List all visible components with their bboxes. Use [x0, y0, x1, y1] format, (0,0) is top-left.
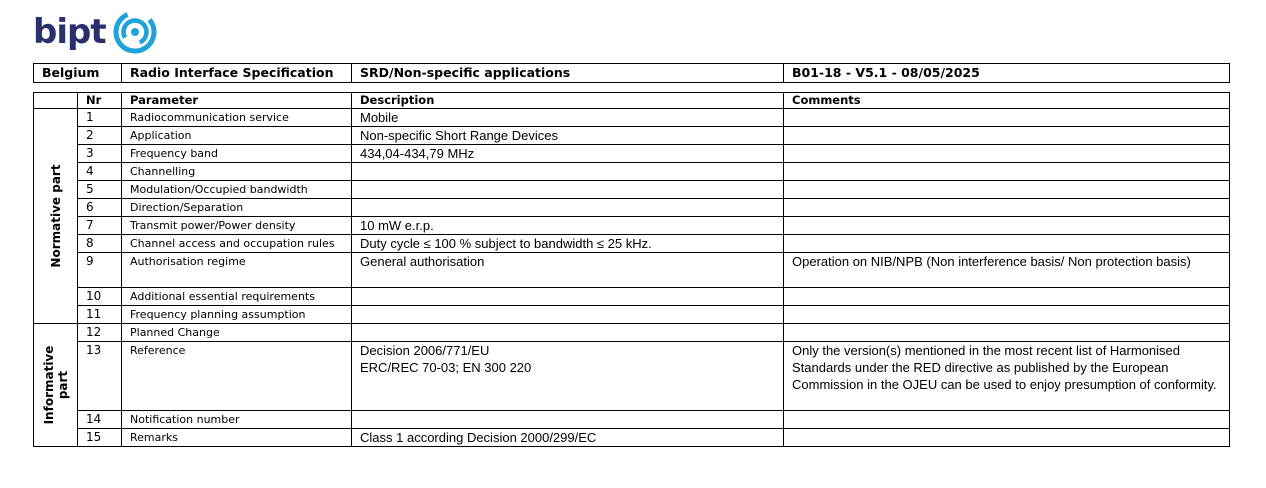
bipt-logo — [33, 8, 158, 56]
row-parameter: Channel access and occupation rules — [122, 235, 352, 253]
row-parameter: Frequency planning assumption — [122, 306, 352, 324]
table-row — [34, 163, 1230, 181]
row-comments — [784, 411, 1230, 429]
row-description — [352, 181, 784, 199]
row-nr: 3 — [78, 145, 122, 163]
row-description — [352, 163, 784, 181]
row-parameter: Radiocommunication service — [122, 109, 352, 127]
table-row — [34, 109, 1230, 127]
row-description: Class 1 according Decision 2000/299/EC — [352, 429, 784, 447]
table-row — [34, 429, 1230, 447]
informative-section-label — [34, 324, 78, 447]
corner-cell — [34, 93, 78, 109]
row-nr: 2 — [78, 127, 122, 145]
table-row — [34, 253, 1230, 288]
row-description — [352, 199, 784, 217]
row-description — [352, 411, 784, 429]
row-nr: 6 — [78, 199, 122, 217]
table-row — [34, 145, 1230, 163]
row-comments — [784, 109, 1230, 127]
row-nr: 7 — [78, 217, 122, 235]
header-spec: Radio Interface Specification — [122, 64, 352, 83]
table-row — [34, 127, 1230, 145]
row-description — [352, 324, 784, 342]
table-header-row — [34, 93, 1230, 109]
informative-label-text — [42, 346, 70, 425]
row-description — [352, 306, 784, 324]
row-comments — [784, 235, 1230, 253]
row-description: Non-specific Short Range Devices — [352, 127, 784, 145]
row-comments — [784, 324, 1230, 342]
col-description: Description — [352, 93, 784, 109]
row-description — [352, 288, 784, 306]
row-comments — [784, 145, 1230, 163]
row-parameter: Remarks — [122, 429, 352, 447]
row-nr: 5 — [78, 181, 122, 199]
row-description-line2: ERC/REC 70-03; EN 300 220 — [360, 360, 532, 375]
row-parameter: Planned Change — [122, 324, 352, 342]
table-row — [34, 235, 1230, 253]
row-comments — [784, 199, 1230, 217]
row-comments — [784, 288, 1230, 306]
row-nr: 14 — [78, 411, 122, 429]
table-row — [34, 342, 1230, 411]
table-row — [34, 306, 1230, 324]
table-row — [34, 181, 1230, 199]
row-nr: 15 — [78, 429, 122, 447]
row-description — [352, 342, 784, 411]
row-parameter: Modulation/Occupied bandwidth — [122, 181, 352, 199]
informative-label-line2: part — [55, 370, 70, 400]
row-description: General authorisation — [352, 253, 784, 288]
row-parameter: Direction/Separation — [122, 199, 352, 217]
row-parameter: Additional essential requirements — [122, 288, 352, 306]
row-nr: 12 — [78, 324, 122, 342]
row-comments — [784, 429, 1230, 447]
logo-text: bipt — [33, 12, 106, 52]
row-description: 434,04-434,79 MHz — [352, 145, 784, 163]
header-subject: SRD/Non-specific applications — [352, 64, 784, 83]
row-comments — [784, 217, 1230, 235]
row-description-line1: Decision 2006/771/EU — [360, 343, 490, 358]
row-parameter: Transmit power/Power density — [122, 217, 352, 235]
row-description: Mobile — [352, 109, 784, 127]
normative-label-text: Normative part — [48, 164, 63, 268]
row-nr: 11 — [78, 306, 122, 324]
bipt-swirl-icon — [112, 9, 158, 55]
row-parameter: Frequency band — [122, 145, 352, 163]
col-comments: Comments — [784, 93, 1230, 109]
row-comments: Only the version(s) mentioned in the most recent list of Harmonised Standards under the RED directive as published by the European Commission in the OJEU can be used to enjoy presumption of conformity. — [784, 342, 1230, 411]
row-nr: 1 — [78, 109, 122, 127]
table-row — [34, 288, 1230, 306]
table-row — [34, 324, 1230, 342]
table-row — [34, 199, 1230, 217]
row-comments — [784, 163, 1230, 181]
informative-label-line1: Informative — [41, 345, 56, 425]
col-parameter: Parameter — [122, 93, 352, 109]
parameter-table — [33, 92, 1230, 447]
col-nr: Nr — [78, 93, 122, 109]
normative-section-label — [34, 109, 78, 324]
row-nr: 8 — [78, 235, 122, 253]
header-reference: B01-18 - V5.1 - 08/05/2025 — [784, 64, 1230, 83]
row-parameter: Application — [122, 127, 352, 145]
row-parameter: Notification number — [122, 411, 352, 429]
row-description: 10 mW e.r.p. — [352, 217, 784, 235]
row-comments — [784, 306, 1230, 324]
row-comments — [784, 181, 1230, 199]
row-comments: Operation on NIB/NPB (Non interference basis/ Non protection basis) — [784, 253, 1230, 288]
table-row — [34, 411, 1230, 429]
row-parameter: Channelling — [122, 163, 352, 181]
row-parameter: Authorisation regime — [122, 253, 352, 288]
row-nr: 13 — [78, 342, 122, 411]
header-country: Belgium — [34, 64, 122, 83]
table-row — [34, 217, 1230, 235]
row-nr: 10 — [78, 288, 122, 306]
row-comments — [784, 127, 1230, 145]
row-parameter: Reference — [122, 342, 352, 411]
row-nr: 9 — [78, 253, 122, 288]
row-description: Duty cycle ≤ 100 % subject to bandwidth ≤ 25 kHz. — [352, 235, 784, 253]
specification-header — [33, 63, 1230, 83]
row-nr: 4 — [78, 163, 122, 181]
